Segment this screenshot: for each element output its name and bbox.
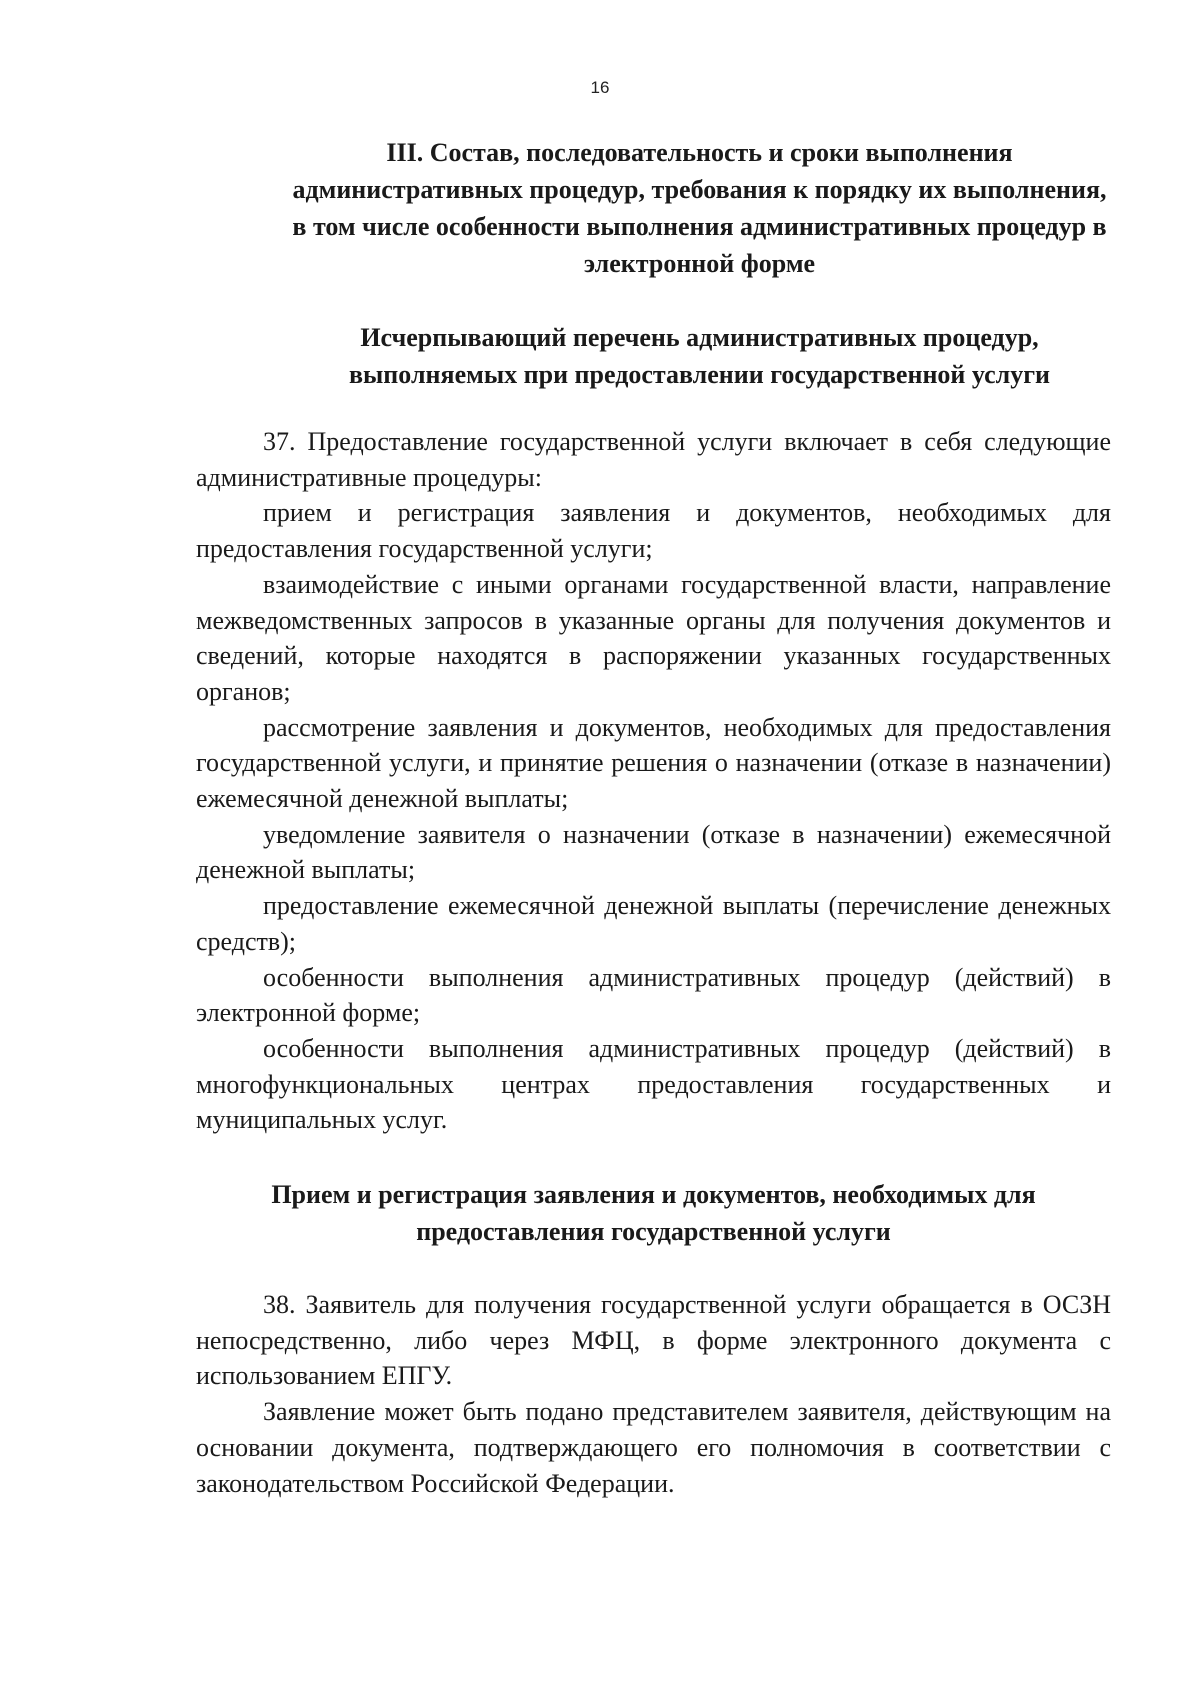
section-heading: III. Состав, последовательность и сроки выполнения административных процедур, требования к порядку их выполнения, в том числе особенности выполнения административных процедур в электронной форме <box>292 138 1107 278</box>
subheading-reception: Прием и регистрация заявления и документов, необходимых для предоставления государственной услуги <box>271 1180 1036 1247</box>
list-item: особенности выполнения административных процедур (действий) в электронной форме; <box>196 962 1111 1028</box>
document-body <box>196 134 1111 1501</box>
paragraph-block-38 <box>196 1287 1111 1501</box>
paragraph: 37. Предоставление государственной услуги включает в себя следующие административные процедуры: <box>196 427 1111 492</box>
list-item: особенности выполнения административных процедур (действий) в многофункциональных центрах предоставления государственных и муниципальных услуг. <box>196 1033 1111 1135</box>
list-item: прием и регистрация заявления и документов, необходимых для предоставления государственной услуги; <box>196 498 1111 564</box>
list-item: рассмотрение заявления и документов, необходимых для предоставления государственной услуги, и принятие решения о назначении (отказе в назначении) ежемесячной денежной выплаты; <box>196 712 1111 814</box>
page-number: 16 <box>590 78 610 97</box>
list-item: взаимодействие с иными органами государственной власти, направление межведомственных запросов в указанные органы для получения документов и сведений, которые находятся в распоряжении указанных государственных органов; <box>196 569 1111 706</box>
list-item: уведомление заявителя о назначении (отказе в назначении) ежемесячной денежной выплаты; <box>196 819 1111 885</box>
subheading-procedures-list: Исчерпывающий перечень административных процедур, выполняемых при предоставлении государственной услуги <box>348 323 1051 389</box>
paragraph-block-37 <box>196 424 1111 1138</box>
paragraph: 38. Заявитель для получения государственной услуги обращается в ОСЗН непосредственно, либо через МФЦ, в форме электронного документа с использованием ЕПГУ. <box>196 1290 1111 1391</box>
paragraph: Заявление может быть подано представителем заявителя, действующим на основании документа, подтверждающего его полномочия в соответствии с законодательством Российской Федерации. <box>196 1397 1111 1498</box>
list-item: предоставление ежемесячной денежной выплаты (перечисление денежных средств); <box>196 891 1111 956</box>
